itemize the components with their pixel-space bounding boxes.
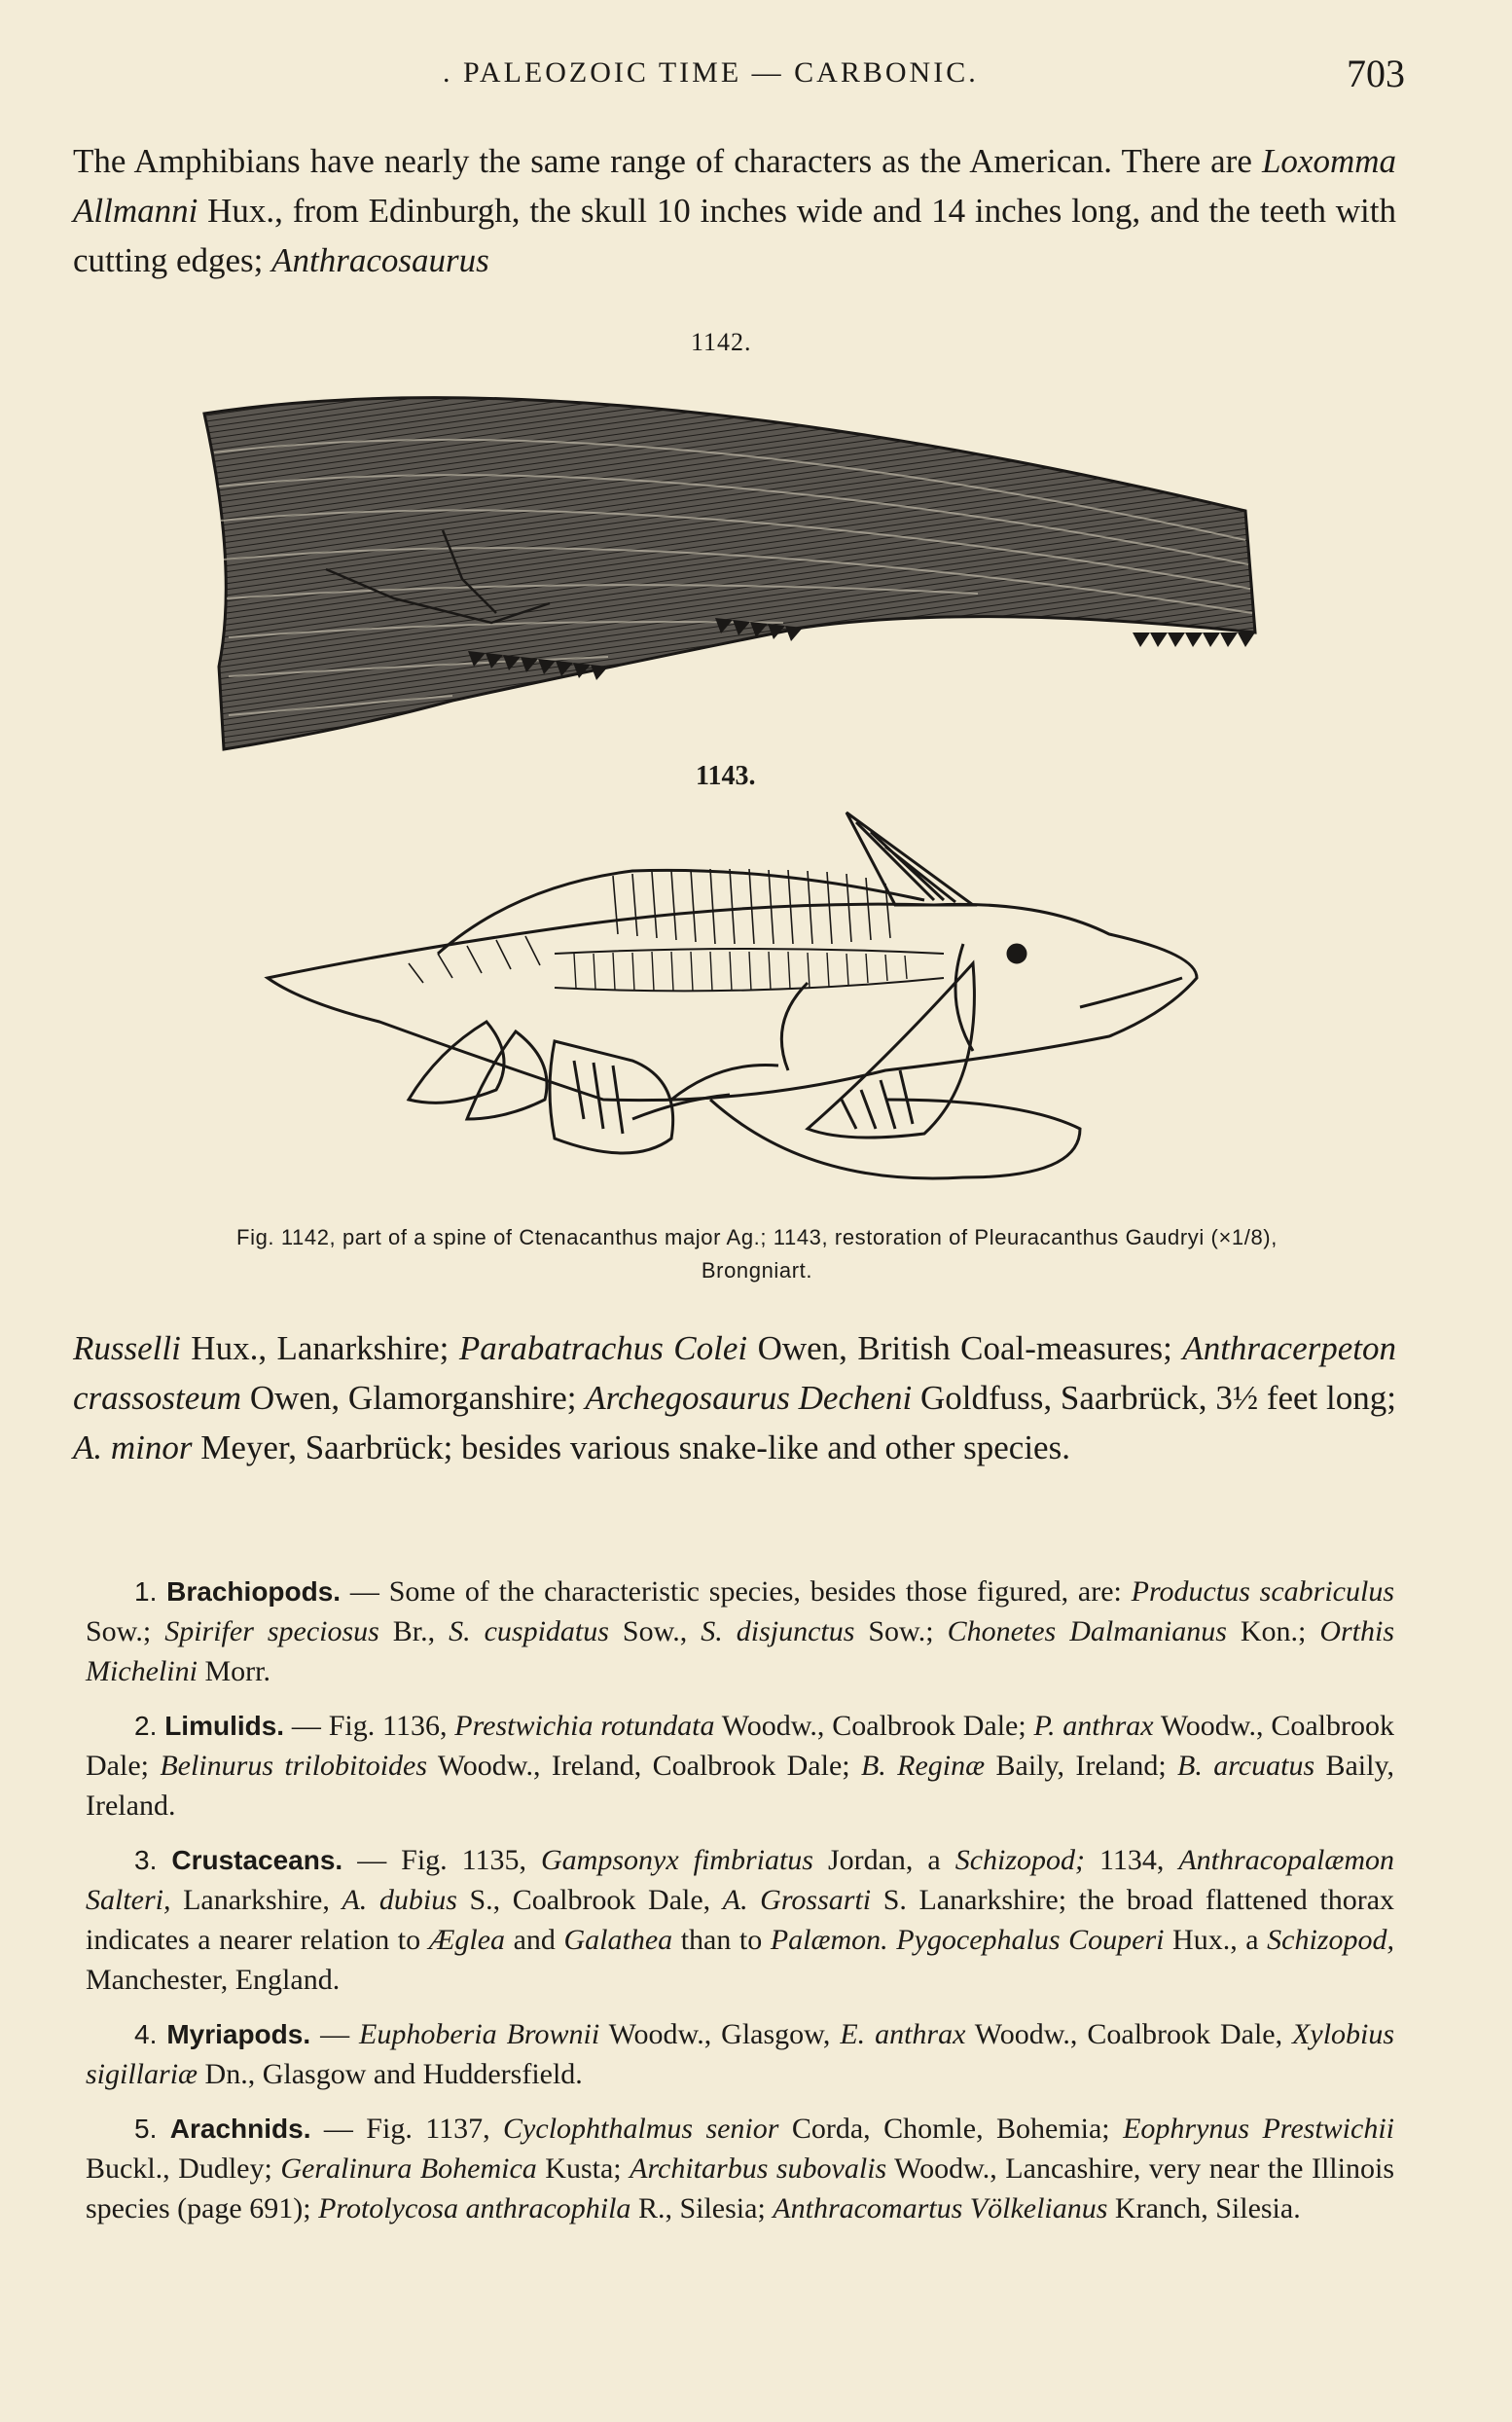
- note-arachnids: 5. Arachnids. — Fig. 1137, Cyclophthalmus senior Corda, Chomle, Bohemia; Eophrynus Prestwichii Buckl., Dudley; Geralinura Bohemica Kusta; Architarbus subovalis Woodw., Lancashire, very near the Illinois species (page 691); Protolycosa anthracophila R., Silesia; Anthracomartus Völkelianus Kranch, Silesia.: [86, 2113, 1395, 2224]
- figure-1142-spine-illustration: [199, 375, 1260, 759]
- cont-taxon-2: Parabatrachus Colei: [458, 1329, 748, 1367]
- cont-taxon-5: A. minor: [73, 1428, 193, 1466]
- caption-line-1: Fig. 1142, part of a spine of Ctenacanthus major Ag.; 1143, restoration of Pleuracanthus Gaudryi (×1/8),: [236, 1225, 1278, 1249]
- note-brachiopods: 1. Brachiopods. — Some of the characteristic species, besides those figured, are: Productus scabriculus Sow.; Spirifer speciosus Br., S. cuspidatus Sow., S. disjunctus Sow.; Chonetes Dalmanianus Kon.; Orthis Michelini Morr.: [86, 1575, 1394, 1687]
- figure-1143-label: 1143.: [696, 761, 756, 791]
- page-header: [73, 52, 1405, 105]
- caption-line-2: Brongniart.: [701, 1258, 813, 1283]
- cont-text-1: Hux., Lanarkshire;: [180, 1329, 459, 1367]
- figure-caption: [86, 1221, 1428, 1287]
- note-crustaceans: 3. Crustaceans. — Fig. 1135, Gampsonyx fimbriatus Jordan, a Schizopod; 1134, Anthracopalæmon Salteri, Lanarkshire, A. dubius S., Coalbrook Dale, A. Grossarti S. Lanarkshire; the broad flattened thorax indicates a nearer relation to Æglea and Galathea than to Palæmon. Pygocephalus Couperi Hux., a Schizopod, Manchester, England.: [86, 1844, 1395, 1996]
- cont-text-3: Owen, Glamorganshire;: [241, 1379, 586, 1417]
- footnotes-section: [86, 1572, 1394, 2243]
- cont-text-5: Meyer, Saarbrück; besides various snake-like and other species.: [192, 1428, 1070, 1466]
- intro-text-1: The Amphibians have nearly the same range of characters as the American. There are: [73, 142, 1262, 180]
- continued-paragraph: [73, 1323, 1396, 1472]
- cont-taxon-3: Anthracerpeton crassosteum: [73, 1329, 1397, 1417]
- cont-text-2: Owen, British Coal-measures;: [747, 1329, 1183, 1367]
- intro-taxon-2: Anthracosaurus: [271, 241, 489, 279]
- intro-taxon-1: Loxomma Allmanni: [73, 142, 1396, 230]
- intro-text-2: Hux., from Edinburgh, the skull 10 inches wide and 14 inches long, and the teeth with cutting edges;: [73, 192, 1396, 279]
- figure-1143-fish-illustration: [263, 808, 1206, 1207]
- cont-text-4: Goldfuss, Saarbrück, 3½ feet long;: [912, 1379, 1396, 1417]
- note-myriapods: 4. Myriapods. — Euphoberia Brownii Woodw., Glasgow, E. anthrax Woodw., Coalbrook Dale, Xylobius sigillariæ Dn., Glasgow and Huddersfield.: [86, 2018, 1395, 2090]
- cont-taxon-1: Russelli: [73, 1329, 181, 1367]
- note-limulids: 2. Limulids. — Fig. 1136, Prestwichia rotundata Woodw., Coalbrook Dale; P. anthrax Woodw., Coalbrook Dale; Belinurus trilobitoides Woodw., Ireland, Coalbrook Dale; B. Reginæ Baily, Ireland; B. arcuatus Baily, Ireland.: [86, 1710, 1395, 1822]
- cont-taxon-4: Archegosaurus Decheni: [585, 1379, 913, 1417]
- figure-1142-label: 1142.: [691, 328, 752, 356]
- intro-paragraph: [73, 136, 1396, 285]
- page-number: 703: [1347, 52, 1405, 95]
- running-head: . PALEOZOIC TIME — CARBONIC.: [443, 56, 979, 89]
